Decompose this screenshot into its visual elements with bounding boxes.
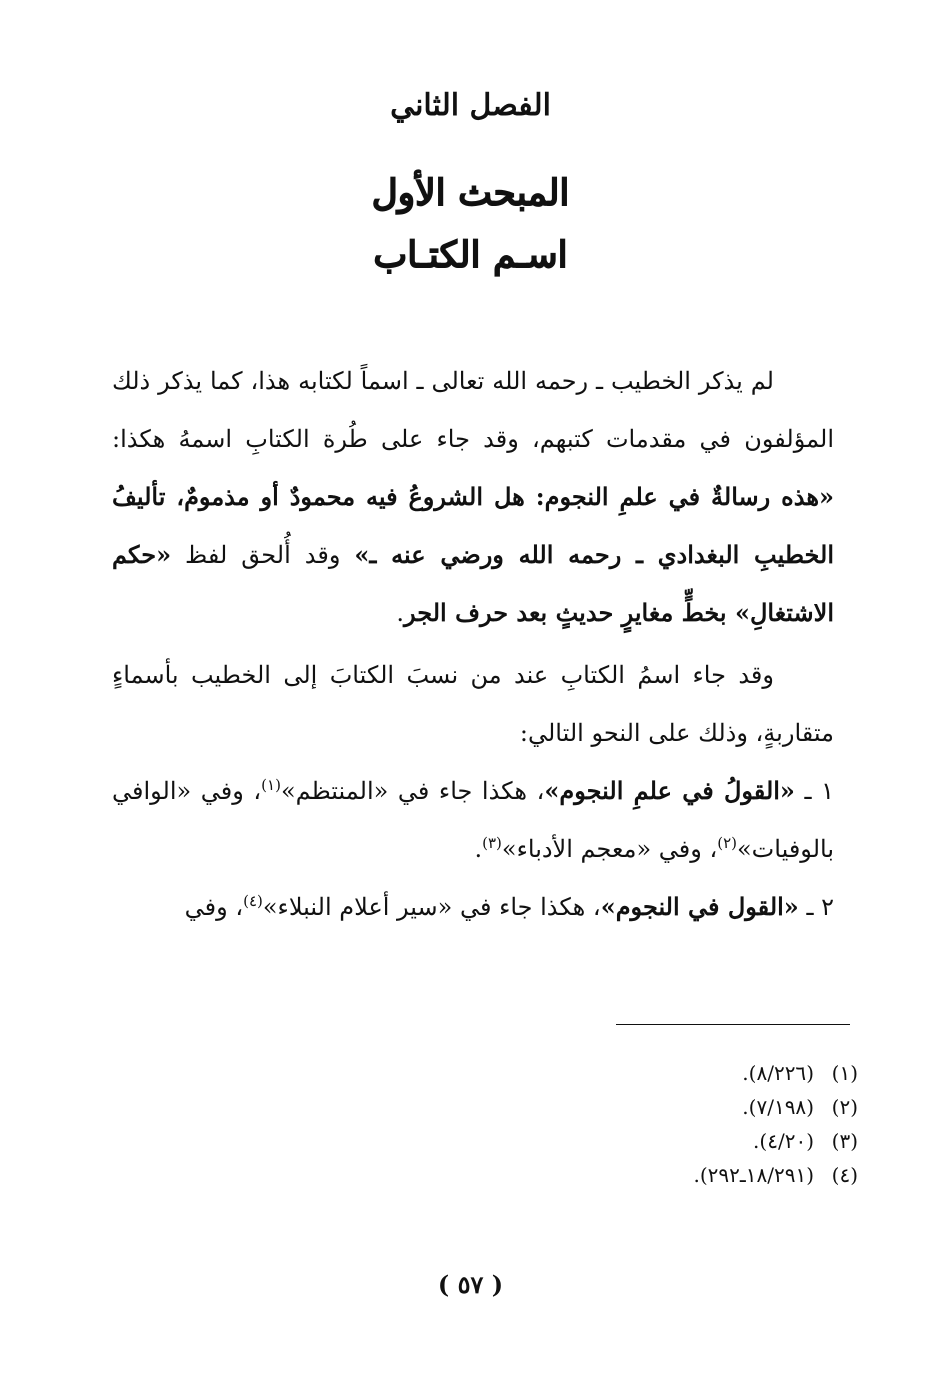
list-item-1-number: ١ ـ: [794, 777, 834, 805]
footnote-3: [112, 1124, 858, 1158]
paragraph-2-text: وقد جاء اسمُ الكتابِ عند من نسبَ الكتابَ إلى الخطيب بأسماءٍ متقاربةٍ، وذلك على النحو التالي:: [112, 661, 834, 747]
footnote-ref-2[interactable]: (٢): [717, 834, 737, 852]
list-item-2-number: ٢ ـ: [798, 893, 834, 921]
list-item-1-text-b: ، وفي «الوافي بالوفيات»: [112, 777, 834, 863]
page-number: ( ٥٧ ): [437, 1270, 504, 1299]
footnote-1: [112, 1056, 858, 1090]
manuscript-title-quote: «هذه رسالةٌ في علمِ النجوم: هل الشروعُ فيه محمودٌ أو مذمومٌ، تأليفُ الخطيبِ البغدادي ـ رحمه الله ورضي عنه ـ»: [112, 482, 835, 569]
footnotes: [112, 1056, 858, 1192]
list-item-2: [112, 878, 834, 936]
footnote-ref-3[interactable]: (٣): [482, 834, 502, 852]
section-title: المبحث الأول: [371, 172, 570, 214]
list-item-2-text-a: ، هكذا جاء في «سير أعلام النبلاء»: [262, 893, 601, 921]
footnote-4: [112, 1158, 858, 1192]
list-item-1-text-d: .: [474, 835, 483, 863]
list-item-1-text-c: ، وفي «معجم الأدباء»: [501, 835, 718, 863]
footnote-4-text: (١٨/٢٩١ـ٢٩٢).: [693, 1163, 814, 1187]
footnote-3-number: (٣): [831, 1129, 858, 1153]
footnote-ref-4[interactable]: (٤): [243, 892, 263, 910]
paragraph-1: [112, 352, 834, 642]
added-phrase-quote: «حكم الاشتغالِ» بخطٍّ مغايرٍ حديثٍ بعد حرف الجر: [112, 540, 834, 627]
footnote-4-number: (٤): [831, 1163, 858, 1187]
paragraph-2: [112, 646, 834, 762]
list-item-1-text-a: ، هكذا جاء في «المنتظم»: [280, 777, 545, 805]
footnote-2-number: (٢): [831, 1095, 858, 1119]
list-item-1-title: «القولُ في علمِ النجوم»: [544, 776, 795, 805]
footnote-2: [112, 1090, 858, 1124]
list-item-2-text-b: ، وفي: [184, 893, 244, 921]
list-item-1: [112, 762, 834, 878]
footnote-1-text: (٨/٢٢٦).: [742, 1061, 814, 1085]
footnote-ref-1[interactable]: (١): [261, 776, 281, 794]
list-item-2-title: «القول في النجوم»: [600, 892, 799, 921]
footnote-2-text: (٧/١٩٨).: [742, 1095, 814, 1119]
paragraph-1-text-b: وقد أُلحق لفظ: [171, 541, 355, 569]
footnote-3-text: (٤/٢٠).: [753, 1129, 814, 1153]
footnote-1-number: (١): [831, 1061, 858, 1085]
section-subtitle: اسـم الكتـاب: [373, 234, 568, 276]
paragraph-1-text-a: لم يذكر الخطيب ـ رحمه الله تعالى ـ اسماً لكتابه هذا، كما يذكر ذلك المؤلفون في مقدمات كتبهم، وقد جاء على طُرة الكتابِ اسمهُ هكذا:: [112, 367, 834, 453]
chapter-heading: الفصل الثاني: [390, 88, 551, 123]
paragraph-1-text-c: .: [396, 599, 404, 627]
footnote-divider: [616, 1024, 850, 1025]
